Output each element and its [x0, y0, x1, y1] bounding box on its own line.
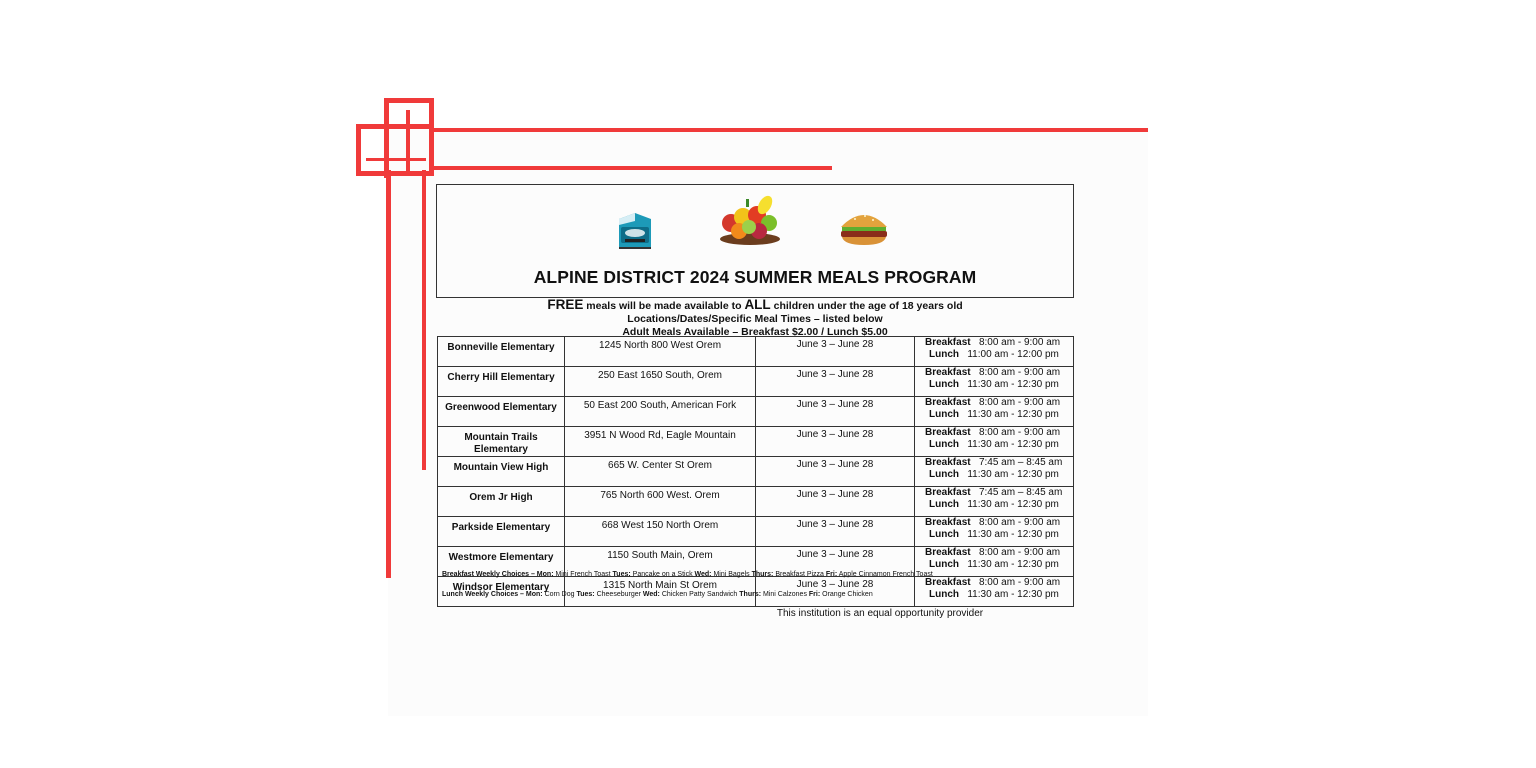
school-name: Mountain View High [438, 457, 565, 487]
service-dates: June 3 – June 28 [756, 457, 915, 487]
service-dates: June 3 – June 28 [756, 367, 915, 397]
breakfast-tue-label: Tues: [612, 571, 631, 578]
school-address: 1150 South Main, Orem [565, 547, 756, 577]
breakfast-time: 8:00 am - 9:00 am [978, 367, 1061, 378]
table-row [438, 427, 1074, 457]
table-row [438, 397, 1074, 427]
schedule-table [437, 336, 1074, 607]
all-word: ALL [744, 297, 771, 312]
breakfast-time: 7:45 am – 8:45 am [978, 487, 1063, 498]
school-address: 3951 N Wood Rd, Eagle Mountain [565, 427, 756, 457]
school-name: Orem Jr High [438, 487, 565, 517]
meal-times [915, 577, 1074, 607]
lunch-choices-label: Lunch Weekly Choices – Mon: [442, 591, 543, 598]
lunch-time-row [925, 529, 1073, 541]
header-box [436, 184, 1074, 298]
service-dates: June 3 – June 28 [756, 397, 915, 427]
lunch-label: Lunch [929, 499, 959, 510]
lunch-time-row [925, 559, 1073, 571]
lunch-label: Lunch [929, 439, 959, 450]
breakfast-time-row [925, 547, 1073, 559]
meal-times [915, 487, 1074, 517]
breakfast-time: 8:00 am - 9:00 am [978, 337, 1061, 348]
service-dates: June 3 – June 28 [756, 337, 915, 367]
lunch-fri: Orange Chicken [820, 591, 873, 598]
school-address: 1245 North 800 West Orem [565, 337, 756, 367]
school-name: Mountain Trails Elementary [438, 427, 565, 457]
meal-times [915, 337, 1074, 367]
school-name: Cherry Hill Elementary [438, 367, 565, 397]
lunch-label: Lunch [929, 349, 959, 360]
intro-line-3: Adult Meals Available – Breakfast $2.00 / Lunch $5.00 [622, 326, 888, 338]
breakfast-time-row [925, 427, 1073, 439]
lunch-thu-label: Thurs: [739, 591, 762, 598]
breakfast-time: 8:00 am - 9:00 am [978, 427, 1061, 438]
lunch-wed-label: Wed: [642, 591, 660, 598]
meal-times [915, 547, 1074, 577]
lunch-time-row [925, 379, 1073, 391]
school-name: Parkside Elementary [438, 517, 565, 547]
meal-times [915, 517, 1074, 547]
lunch-label: Lunch [929, 529, 959, 540]
lunch-time: 11:30 am - 12:30 pm [967, 439, 1059, 450]
table-row [438, 487, 1074, 517]
service-dates: June 3 – June 28 [756, 547, 915, 577]
intro-line-1 [436, 298, 1074, 313]
breakfast-time-row [925, 487, 1073, 499]
meal-times [915, 457, 1074, 487]
milk-carton-icon [613, 209, 657, 253]
school-name: Westmore Elementary [438, 547, 565, 577]
school-name: Greenwood Elementary [438, 397, 565, 427]
breakfast-choices [442, 571, 933, 578]
intro-line-2: Locations/Dates/Specific Meal Times – listed below [627, 313, 883, 325]
lunch-tue: Cheeseburger [594, 591, 643, 598]
table-row [438, 517, 1074, 547]
table-row [438, 367, 1074, 397]
equal-opportunity-statement: This institution is an equal opportunity provider [776, 608, 984, 619]
lunch-fri-label: Fri: [808, 591, 821, 598]
breakfast-time: 7:45 am – 8:45 am [978, 457, 1063, 468]
breakfast-time-row [925, 457, 1073, 469]
lunch-time: 11:30 am - 12:30 pm [967, 409, 1059, 420]
breakfast-time: 8:00 am - 9:00 am [978, 517, 1061, 528]
meal-times [915, 397, 1074, 427]
breakfast-time-row [925, 577, 1073, 589]
service-dates: June 3 – June 28 [756, 487, 915, 517]
intro-block [436, 298, 1074, 339]
lunch-wed: Chicken Patty Sandwich [659, 591, 740, 598]
school-name: Windsor Elementary [438, 577, 565, 607]
breakfast-label: Breakfast [925, 397, 971, 408]
breakfast-fri-label: Fri: [825, 571, 838, 578]
breakfast-mon: Mini French Toast [553, 571, 613, 578]
lunch-time: 11:30 am - 12:30 pm [967, 529, 1059, 540]
school-address: 1315 North Main St Orem [565, 577, 756, 607]
breakfast-thu: Breakfast Pizza [773, 571, 826, 578]
breakfast-label: Breakfast [925, 517, 971, 528]
breakfast-wed: Mini Bagels [711, 571, 752, 578]
breakfast-label: Breakfast [925, 457, 971, 468]
school-address: 665 W. Center St Orem [565, 457, 756, 487]
lunch-time: 11:30 am - 12:30 pm [967, 589, 1059, 600]
breakfast-time-row [925, 397, 1073, 409]
breakfast-label: Breakfast [925, 577, 971, 588]
free-word: FREE [547, 297, 584, 312]
meal-times [915, 427, 1074, 457]
breakfast-label: Breakfast [925, 337, 971, 348]
breakfast-thu-label: Thurs: [751, 571, 774, 578]
school-address: 765 North 600 West. Orem [565, 487, 756, 517]
school-address: 668 West 150 North Orem [565, 517, 756, 547]
breakfast-label: Breakfast [925, 487, 971, 498]
lunch-time-row [925, 589, 1073, 601]
lunch-label: Lunch [929, 409, 959, 420]
lunch-time: 11:00 am - 12:00 pm [967, 349, 1059, 360]
meal-times [915, 367, 1074, 397]
breakfast-tue: Pancake on a Stick [630, 571, 695, 578]
lunch-time: 11:30 am - 12:30 pm [967, 379, 1059, 390]
breakfast-time-row [925, 367, 1073, 379]
lunch-time-row [925, 349, 1073, 361]
breakfast-time: 8:00 am - 9:00 am [978, 577, 1061, 588]
service-dates: June 3 – June 28 [756, 517, 915, 547]
intro-line-1-end: children under the age of 18 years old [770, 300, 963, 312]
fruit-basket-icon [713, 193, 787, 247]
lunch-label: Lunch [929, 589, 959, 600]
breakfast-fri: Apple Cinnamon French Toast [837, 571, 933, 578]
school-name: Bonneville Elementary [438, 337, 565, 367]
breakfast-label: Breakfast [925, 547, 971, 558]
lunch-label: Lunch [929, 379, 959, 390]
table-row [438, 457, 1074, 487]
lunch-time: 11:30 am - 12:30 pm [967, 499, 1059, 510]
service-dates: June 3 – June 28 [756, 427, 915, 457]
breakfast-wed-label: Wed: [694, 571, 712, 578]
lunch-time: 11:30 am - 12:30 pm [967, 469, 1059, 480]
page-title: ALPINE DISTRICT 2024 SUMMER MEALS PROGRAM [533, 267, 977, 287]
school-address: 250 East 1650 South, Orem [565, 367, 756, 397]
breakfast-time: 8:00 am - 9:00 am [978, 397, 1061, 408]
breakfast-label: Breakfast [925, 427, 971, 438]
service-dates: June 3 – June 28 [756, 577, 915, 607]
lunch-time-row [925, 499, 1073, 511]
lunch-tue-label: Tues: [576, 591, 595, 598]
breakfast-time: 8:00 am - 9:00 am [978, 547, 1061, 558]
breakfast-label: Breakfast [925, 367, 971, 378]
lunch-time-row [925, 469, 1073, 481]
table-row [438, 337, 1074, 367]
intro-line-1-mid: meals will be made available to [583, 300, 745, 312]
lunch-time: 11:30 am - 12:30 pm [967, 559, 1059, 570]
lunch-time-row [925, 439, 1073, 451]
lunch-label: Lunch [929, 469, 959, 480]
school-address: 50 East 200 South, American Fork [565, 397, 756, 427]
hamburger-icon [837, 207, 891, 247]
lunch-time-row [925, 409, 1073, 421]
lunch-label: Lunch [929, 559, 959, 570]
breakfast-time-row [925, 337, 1073, 349]
breakfast-time-row [925, 517, 1073, 529]
lunch-mon: Corn Dog [542, 591, 577, 598]
lunch-choices [442, 591, 873, 598]
breakfast-choices-label: Breakfast Weekly Choices – Mon: [442, 571, 554, 578]
lunch-thu: Mini Calzones [761, 591, 809, 598]
